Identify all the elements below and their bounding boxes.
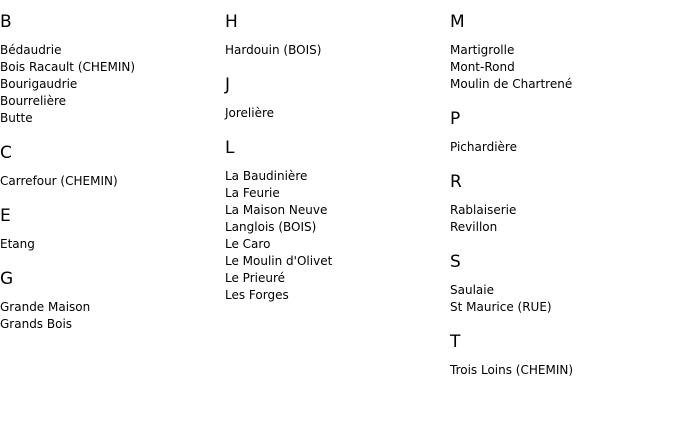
street-name-link[interactable]: Carrefour (CHEMIN) <box>0 174 118 188</box>
street-list <box>225 42 445 59</box>
street-name-link[interactable]: Etang <box>0 237 35 251</box>
street-name-link[interactable]: Bois Racault (CHEMIN) <box>0 60 136 74</box>
street-list <box>0 42 220 127</box>
street-name-link[interactable]: Trois Loins (CHEMIN) <box>450 363 574 377</box>
street-name-link[interactable]: Saulaie <box>450 283 494 297</box>
street-list <box>225 168 445 304</box>
letter-group <box>450 172 670 236</box>
street-name-link[interactable]: Moulin de Chartrené <box>450 77 573 91</box>
letter-heading: P <box>450 109 461 129</box>
street-name-link[interactable]: La Feurie <box>225 186 280 200</box>
street-name-link[interactable]: Grands Bois <box>0 317 73 331</box>
street-name-link[interactable]: Pichardière <box>450 140 517 154</box>
street-list <box>0 236 220 253</box>
letter-group <box>0 269 220 333</box>
letter-heading: S <box>450 252 461 272</box>
street-name-link[interactable]: Jorelière <box>225 106 275 120</box>
letter-group <box>450 109 670 156</box>
letter-group <box>450 12 670 93</box>
street-list <box>450 282 670 316</box>
street-name-link[interactable]: Bourigaudrie <box>0 77 78 91</box>
street-name-link[interactable]: La Baudinière <box>225 169 308 183</box>
street-name-link[interactable]: Bourrelière <box>0 94 67 108</box>
letter-heading: R <box>450 172 462 192</box>
letter-heading: B <box>0 12 12 32</box>
letter-heading: C <box>0 143 12 163</box>
street-name-link[interactable]: Hardouin (BOIS) <box>225 43 322 57</box>
letter-group <box>225 138 445 304</box>
street-name-link[interactable]: Revillon <box>450 220 498 234</box>
street-name-link[interactable]: Le Prieuré <box>225 271 286 285</box>
street-list <box>450 42 670 93</box>
street-name-link[interactable]: Bédaudrie <box>0 43 62 57</box>
street-list <box>450 202 670 236</box>
street-name-link[interactable]: Les Forges <box>225 288 289 302</box>
letter-heading: G <box>0 269 14 289</box>
street-name-link[interactable]: Butte <box>0 111 33 125</box>
street-list <box>0 299 220 333</box>
letter-group <box>0 12 220 127</box>
street-list <box>225 105 445 122</box>
letter-heading: J <box>225 75 231 95</box>
letter-group <box>0 206 220 253</box>
letter-heading: T <box>450 332 461 352</box>
street-name-link[interactable]: Le Moulin d'Olivet <box>225 254 333 268</box>
street-list <box>450 139 670 156</box>
letter-group <box>0 143 220 190</box>
index-column <box>225 0 445 304</box>
index-column <box>450 0 670 379</box>
street-name-link[interactable]: Rablaiserie <box>450 203 517 217</box>
street-name-link[interactable]: Le Caro <box>225 237 271 251</box>
letter-heading: L <box>225 138 235 158</box>
letter-heading: M <box>450 12 465 32</box>
street-list <box>0 173 220 190</box>
letter-heading: E <box>0 206 11 226</box>
letter-group <box>450 252 670 316</box>
letter-heading: H <box>225 12 238 32</box>
letter-group <box>225 12 445 59</box>
street-list <box>450 362 670 379</box>
letter-group <box>450 332 670 379</box>
index-column <box>0 0 220 333</box>
street-name-link[interactable]: Grande Maison <box>0 300 91 314</box>
letter-group <box>225 75 445 122</box>
street-name-link[interactable]: Martigrolle <box>450 43 515 57</box>
street-name-link[interactable]: Langlois (BOIS) <box>225 220 317 234</box>
street-name-link[interactable]: La Maison Neuve <box>225 203 328 217</box>
street-name-link[interactable]: Mont-Rond <box>450 60 515 74</box>
street-name-link[interactable]: St Maurice (RUE) <box>450 300 552 314</box>
